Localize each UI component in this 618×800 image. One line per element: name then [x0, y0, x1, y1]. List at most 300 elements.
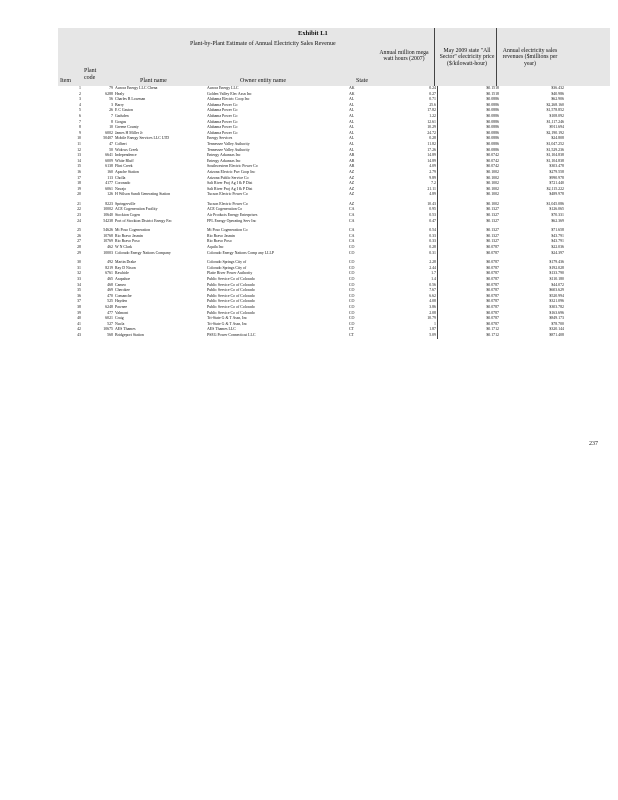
row-owner: Alabama Power Co — [207, 108, 238, 113]
row-spacer — [565, 219, 618, 229]
row-mwh: 12.61 — [380, 120, 438, 126]
row-revenue: $489.978 — [549, 192, 564, 197]
row-state: CA — [349, 213, 355, 218]
col-header-revenue: Annual electricity sales revenues ($millions per year) — [502, 48, 558, 67]
row-mwh: 0.56 — [380, 283, 438, 289]
row-price: $0.0742 — [486, 158, 499, 163]
row-mwh: 7.2 — [380, 181, 438, 187]
plant-table-body — [58, 86, 618, 339]
row-plant-name: Aurora Energy LLC Chena — [115, 86, 158, 90]
row-owner: Golden Valley Elec Assn Inc — [207, 91, 252, 96]
row-mwh: 0.53 — [380, 213, 438, 219]
row-plant-code: 10675 — [103, 327, 113, 332]
row-item: 38 — [77, 304, 81, 309]
row-plant-name: James H Miller Jr — [115, 130, 143, 135]
row-plant-name: Mobile Energy Services LLC LTD — [115, 136, 170, 141]
row-plant-name: Greene County — [115, 125, 139, 130]
row-price: $0.0886 — [486, 130, 499, 135]
row-item: 4 — [79, 102, 81, 107]
row-plant-code: 469 — [107, 288, 113, 293]
row-plant-name: Ray D Nixon — [115, 265, 136, 270]
row-plant-code: 79 — [109, 86, 113, 90]
row-plant-name: Charles R Lowman — [115, 97, 146, 102]
row-mwh: 4.08 — [380, 299, 438, 305]
row-price: $0.0787 — [486, 271, 499, 276]
row-price: $0.0787 — [486, 316, 499, 321]
row-plant-code: 8223 — [105, 201, 113, 206]
row-state: CO — [349, 310, 355, 315]
row-plant-code: 525 — [107, 299, 113, 304]
row-price: $0.0886 — [486, 141, 499, 146]
row-item: 11 — [77, 141, 81, 146]
row-owner: Tri-State G & T Assn, Inc — [207, 316, 248, 321]
row-plant-code: 6021 — [105, 316, 113, 321]
row-revenue: $279.558 — [549, 169, 564, 174]
row-price: $0.0886 — [486, 119, 499, 124]
row-price: $0.1002 — [486, 181, 499, 186]
row-revenue: $70.331 — [551, 213, 564, 218]
row-plant-code: 568 — [107, 332, 113, 337]
row-item: 24 — [77, 218, 81, 223]
row-revenue: $321.096 — [549, 299, 564, 304]
row-price: $0.0787 — [486, 260, 499, 265]
row-item: 43 — [77, 332, 81, 337]
row-item: 12 — [77, 147, 81, 152]
exhibit-sheet — [58, 28, 610, 339]
row-mwh: 14.89 — [380, 159, 438, 165]
row-plant-code: 527 — [107, 321, 113, 326]
row-plant-name: Independence — [115, 153, 137, 158]
row-revenue: $1,529.236 — [546, 147, 564, 152]
row-owner: Colorado Energy Nations Comp any LLLP — [207, 250, 275, 255]
row-plant-code: 54238 — [103, 218, 113, 223]
row-mwh: 0.24 — [380, 86, 438, 92]
row-revenue: $71.658 — [551, 228, 564, 233]
row-plant-code: 47 — [109, 141, 113, 146]
row-mwh: 0.71 — [380, 97, 438, 103]
row-spacer — [565, 251, 618, 261]
page-number: 237 — [589, 441, 598, 447]
row-owner: Colorado Springs City of — [207, 260, 247, 265]
row-owner: Salt River Proj Ag I & P Dist — [207, 181, 253, 186]
col-header-owner: Owner entity name — [240, 78, 286, 84]
row-owner: Energy Services — [207, 136, 233, 141]
row-mwh: 14.89 — [380, 153, 438, 159]
row-plant-name: Coronado — [115, 181, 131, 186]
row-mwh: 9.89 — [380, 176, 438, 182]
row-item: 25 — [77, 228, 81, 233]
row-plant-code: 7 — [111, 113, 113, 118]
col-header-mwh: Annual million mega watt hours (2007) — [379, 50, 429, 63]
row-item: 2 — [79, 91, 81, 96]
row-state: AL — [349, 141, 355, 146]
row-owner: Tennessee Valley Authority — [207, 141, 250, 146]
row-plant-name: Stockton Cogen — [115, 213, 140, 218]
row-item: 3 — [79, 97, 81, 102]
row-owner: AES Thames LLC — [207, 327, 236, 332]
row-revenue: $62.369 — [551, 218, 564, 223]
row-plant-code: 50407 — [103, 136, 113, 141]
row-plant-name: Pawnee — [115, 304, 128, 309]
row-price: $0.1327 — [486, 228, 499, 233]
row-state: AK — [349, 91, 355, 96]
row-revenue: $126.065 — [549, 207, 564, 212]
row-state: CO — [349, 271, 355, 276]
row-plant-code: 6761 — [105, 271, 113, 276]
row-plant-code: 10003 — [103, 250, 113, 255]
row-state: CO — [349, 260, 355, 265]
row-plant-code: 6288 — [105, 91, 113, 96]
row-mwh: 1 — [380, 322, 438, 328]
row-plant-code: 470 — [107, 293, 113, 298]
row-revenue: $24.397 — [551, 250, 564, 255]
row-plant-name: Rio Bravo Poso — [115, 239, 140, 244]
row-mwh: 11.82 — [380, 142, 438, 148]
row-plant-code: 56 — [109, 97, 113, 102]
row-state: CT — [349, 327, 354, 332]
row-state: AZ — [349, 186, 355, 191]
row-mwh: 6.62 — [380, 294, 438, 300]
row-plant-code: 160 — [107, 169, 113, 174]
row-revenue: $43.791 — [551, 233, 564, 238]
row-price: $0.1327 — [486, 213, 499, 218]
row-mwh: 2.28 — [380, 260, 438, 266]
row-revenue: $2,268.160 — [546, 102, 564, 107]
row-price: $0.0787 — [486, 282, 499, 287]
row-mwh: 10.79 — [380, 316, 438, 322]
row-revenue: $36.432 — [551, 86, 564, 90]
row-spacer — [565, 333, 618, 339]
row-owner: Salt River Proj Ag I & P Dist — [207, 186, 253, 191]
row-plant-name: ACE Cogeneration Facility — [115, 207, 158, 212]
row-mwh: 0.28 — [380, 136, 438, 142]
row-plant-name: Cholla — [115, 175, 126, 180]
row-price: $0.0886 — [486, 102, 499, 107]
row-owner: Tennessee Valley Authority — [207, 147, 250, 152]
row-revenue: $911.694 — [549, 125, 564, 130]
row-owner: Rio Bravo Jasmin — [207, 233, 235, 238]
row-owner: Arizona Public Service Co — [207, 175, 249, 180]
row-item: 32 — [77, 271, 81, 276]
row-revenue: $78.700 — [551, 321, 564, 326]
row-state: CO — [349, 293, 355, 298]
col-header-plant-code: Plant code — [84, 68, 97, 81]
row-price: $0.0886 — [486, 97, 499, 102]
row-plant-code: 8 — [111, 119, 113, 124]
row-plant-name: Barry — [115, 102, 124, 107]
row-price: $0.0742 — [486, 164, 499, 169]
row-revenue: $133.790 — [549, 271, 564, 276]
row-price: $0.1712 — [486, 327, 499, 332]
row-plant-name: Colbert — [115, 141, 127, 146]
row-item: 18 — [77, 181, 81, 186]
row-state: AZ — [349, 169, 355, 174]
row-revenue: $44.072 — [551, 282, 564, 287]
row-item: 40 — [77, 316, 81, 321]
table-row — [58, 333, 618, 339]
row-mwh: 10.29 — [380, 125, 438, 131]
row-state: AL — [349, 119, 355, 124]
row-item: 22 — [77, 207, 81, 212]
row-item: 8 — [79, 125, 81, 130]
row-plant-name: Healy — [115, 91, 125, 96]
row-price: $0.1002 — [486, 169, 499, 174]
row-state: CO — [349, 250, 355, 255]
row-plant-name: Arapahoe — [115, 277, 131, 281]
row-price: $0.0886 — [486, 113, 499, 118]
row-revenue: $990.978 — [549, 175, 564, 180]
row-owner: Tri-State G & T Assn, Inc — [207, 321, 248, 326]
plant-table — [58, 86, 618, 339]
row-price: $0.0787 — [486, 321, 499, 326]
row-state: AL — [349, 102, 355, 107]
row-owner: FPL Energy Operating Serv Inc — [207, 218, 257, 223]
row-plant-name: Cameo — [115, 282, 127, 287]
row-item: 35 — [77, 288, 81, 293]
row-state: CA — [349, 228, 355, 233]
row-plant-name: Bridgeport Station — [115, 332, 144, 337]
row-price: $0.1327 — [486, 239, 499, 244]
row-revenue: $871.408 — [549, 332, 564, 337]
header-divider-left — [434, 28, 435, 86]
row-owner: Public Service Co of Colorado — [207, 304, 255, 309]
row-state: AZ — [349, 192, 355, 197]
row-plant-name: White Bluff — [115, 158, 134, 163]
row-item: 41 — [77, 321, 81, 326]
row-plant-name: Springerville — [115, 201, 136, 206]
row-item: 21 — [77, 201, 81, 206]
row-plant-name: Flint Creek — [115, 164, 133, 169]
row-plant-name: Gadsden — [115, 113, 129, 118]
row-revenue: $1,117.246 — [546, 119, 564, 124]
row-state: CA — [349, 233, 355, 238]
row-item: 29 — [77, 250, 81, 255]
row-state: CO — [349, 265, 355, 270]
row-owner: Colorado Springs City of — [207, 265, 247, 270]
row-item: 31 — [77, 265, 81, 270]
row-mwh: 3.86 — [380, 305, 438, 311]
row-state: CO — [349, 304, 355, 309]
row-revenue: $320.144 — [549, 327, 564, 332]
row-plant-name: Comanche — [115, 293, 132, 298]
row-plant-code: 6248 — [105, 304, 113, 309]
row-mwh: 7.67 — [380, 288, 438, 294]
row-state: AR — [349, 158, 355, 163]
row-state: AL — [349, 97, 355, 102]
row-state: CA — [349, 207, 355, 212]
row-price: $0.0787 — [486, 277, 499, 281]
row-owner: Alabama Power Co — [207, 130, 238, 135]
row-owner: Arizona Electric Pwr Coop Inc — [207, 169, 256, 174]
row-owner: Tucson Electric Power Co — [207, 192, 248, 197]
row-price: $0.1327 — [486, 233, 499, 238]
row-mwh: 0.54 — [380, 228, 438, 234]
row-price: $0.1518 — [486, 86, 499, 90]
row-plant-name: W N Clark — [115, 245, 133, 250]
row-price: $0.1327 — [486, 218, 499, 223]
row-item: 39 — [77, 310, 81, 315]
row-price: $0.1002 — [486, 192, 499, 197]
col-header-item: Item — [60, 78, 71, 84]
row-plant-name: Mt Poso Cogeneration — [115, 228, 151, 233]
row-owner: ACE Cogeneration Co — [207, 207, 243, 212]
row-owner: Entergy Arkansas Inc — [207, 153, 241, 158]
row-plant-name: Apache Station — [115, 169, 139, 174]
table-header — [58, 28, 610, 86]
row-revenue: $603.629 — [549, 288, 564, 293]
row-price: $0.1002 — [486, 201, 499, 206]
row-plant-name: Nucla — [115, 321, 125, 326]
row-state: AL — [349, 136, 355, 141]
row-plant-code: 465 — [107, 277, 113, 281]
row-price: $0.0886 — [486, 125, 499, 130]
row-price: $0.0787 — [486, 304, 499, 309]
row-owner: Air Products Energy Enterprises — [207, 213, 258, 218]
row-mwh: 0.28 — [380, 245, 438, 251]
row-item: 23 — [77, 213, 81, 218]
row-revenue: $22.036 — [551, 245, 564, 250]
row-owner: PSEG Power Connecticut LLC — [207, 332, 256, 337]
row-item: 19 — [77, 186, 81, 191]
row-revenue: $1,104.838 — [546, 158, 564, 163]
row-plant-name: Widows Creek — [115, 147, 139, 152]
row-state: AL — [349, 113, 355, 118]
row-plant-code: 10002 — [103, 207, 113, 212]
row-item: 30 — [77, 260, 81, 265]
row-owner: Alabama Power Co — [207, 119, 238, 124]
row-price: $0.0742 — [486, 153, 499, 158]
row-owner: Alabama Power Co — [207, 125, 238, 130]
row-plant-code: 10768 — [103, 233, 113, 238]
row-owner: Aurora Energy LLC — [207, 86, 239, 90]
row-plant-name: Valmont — [115, 310, 129, 315]
row-plant-name: AES Thames — [115, 327, 136, 332]
row-state: AK — [349, 86, 355, 90]
row-owner: Public Service Co of Colorado — [207, 299, 255, 304]
row-mwh: 2.79 — [380, 170, 438, 176]
row-item: 28 — [77, 245, 81, 250]
col-header-state: State — [356, 78, 368, 84]
row-revenue: $849.173 — [549, 316, 564, 321]
col-header-plant-name: Plant name — [140, 78, 167, 84]
row-revenue: $62.906 — [551, 97, 564, 102]
table-row — [58, 219, 618, 229]
row-item: 34 — [77, 282, 81, 287]
row-state: AR — [349, 164, 355, 169]
row-plant-code: 26 — [109, 108, 113, 113]
row-item: 5 — [79, 108, 81, 113]
row-item: 27 — [77, 239, 81, 244]
row-plant-name: Martin Drake — [115, 260, 137, 265]
row-price: $0.0787 — [486, 265, 499, 270]
row-item: 6 — [79, 113, 81, 118]
row-owner: Platte River Power Authority — [207, 271, 253, 276]
row-item: 16 — [77, 169, 81, 174]
row-mwh: 24.72 — [380, 131, 438, 137]
row-revenue: $520.994 — [549, 293, 564, 298]
row-item: 33 — [77, 277, 81, 281]
row-item: 42 — [77, 327, 81, 332]
row-mwh: 1.7 — [380, 271, 438, 277]
row-mwh: 1.87 — [380, 327, 438, 333]
row-owner: Aquila Inc — [207, 245, 224, 250]
row-spacer — [565, 192, 618, 202]
row-state: CA — [349, 239, 355, 244]
row-state: CO — [349, 321, 355, 326]
row-plant-code: 10 — [109, 125, 113, 130]
row-plant-name: Colorado Energy Nations Company — [115, 250, 171, 255]
row-revenue: $2,190.192 — [546, 130, 564, 135]
row-mwh: 0.47 — [380, 219, 438, 229]
row-state: AR — [349, 153, 355, 158]
row-owner: Public Service Co of Colorado — [207, 310, 255, 315]
row-plant-name: E C Gaston — [115, 108, 133, 113]
row-owner: Entergy Arkansas Inc — [207, 158, 241, 163]
row-plant-code: 54626 — [103, 228, 113, 233]
row-plant-code: 492 — [107, 260, 113, 265]
row-mwh: 17.82 — [380, 108, 438, 114]
row-plant-code: 126 — [107, 192, 113, 197]
row-price: $0.0886 — [486, 136, 499, 141]
row-item: 9 — [79, 130, 81, 135]
row-state: AZ — [349, 175, 355, 180]
row-price: $0.0787 — [486, 310, 499, 315]
row-plant-name: Rawhide — [115, 271, 129, 276]
row-plant-code: 8219 — [105, 265, 113, 270]
row-price: $0.0787 — [486, 299, 499, 304]
row-plant-name: Hayden — [115, 299, 128, 304]
row-plant-name: Port of Stockton District Energy Fac — [115, 218, 172, 223]
col-header-price: May 2009 state "All Sector" electricity price ($/kilowatt-hour) — [439, 48, 495, 67]
row-mwh: 0.31 — [380, 251, 438, 261]
exhibit-title: Exhibit L1 — [298, 30, 328, 37]
row-owner: Public Service Co of Colorado — [207, 277, 255, 281]
row-plant-code: 4177 — [105, 181, 113, 186]
row-owner: Alabama Electric Coop Inc — [207, 97, 250, 102]
row-price: $0.1712 — [486, 332, 499, 337]
row-owner: Public Service Co of Colorado — [207, 282, 255, 287]
row-mwh: 5.09 — [380, 333, 438, 339]
row-mwh: 0.95 — [380, 207, 438, 213]
row-revenue: $1,578.852 — [546, 108, 564, 113]
row-plant-name: H Wilson Sundt Generating Station — [115, 192, 171, 197]
row-mwh: 0.33 — [380, 234, 438, 240]
row-state: CT — [349, 332, 354, 337]
row-revenue: $179.436 — [549, 260, 564, 265]
row-plant-code: 6061 — [105, 186, 113, 191]
row-plant-code: 462 — [107, 245, 113, 250]
row-revenue: $1,045.086 — [546, 201, 564, 206]
row-item: 13 — [77, 153, 81, 158]
row-price: $0.0787 — [486, 245, 499, 250]
row-revenue: $110.180 — [549, 277, 564, 281]
row-mwh: 1.4 — [380, 277, 438, 283]
row-price: $0.0886 — [486, 108, 499, 113]
row-revenue: $192.028 — [549, 265, 564, 270]
row-mwh: 4.09 — [380, 164, 438, 170]
row-mwh: 2.08 — [380, 311, 438, 317]
row-owner: Southwestern Electric Power Co — [207, 164, 258, 169]
row-state: AZ — [349, 201, 355, 206]
row-price: $0.1327 — [486, 207, 499, 212]
row-revenue: $721.440 — [549, 181, 564, 186]
row-item: 17 — [77, 175, 81, 180]
row-revenue: $1,047.252 — [546, 141, 564, 146]
row-mwh: 1.22 — [380, 114, 438, 120]
row-item: 37 — [77, 299, 81, 304]
row-state: CO — [349, 282, 355, 287]
row-revenue: $1,104.838 — [546, 153, 564, 158]
